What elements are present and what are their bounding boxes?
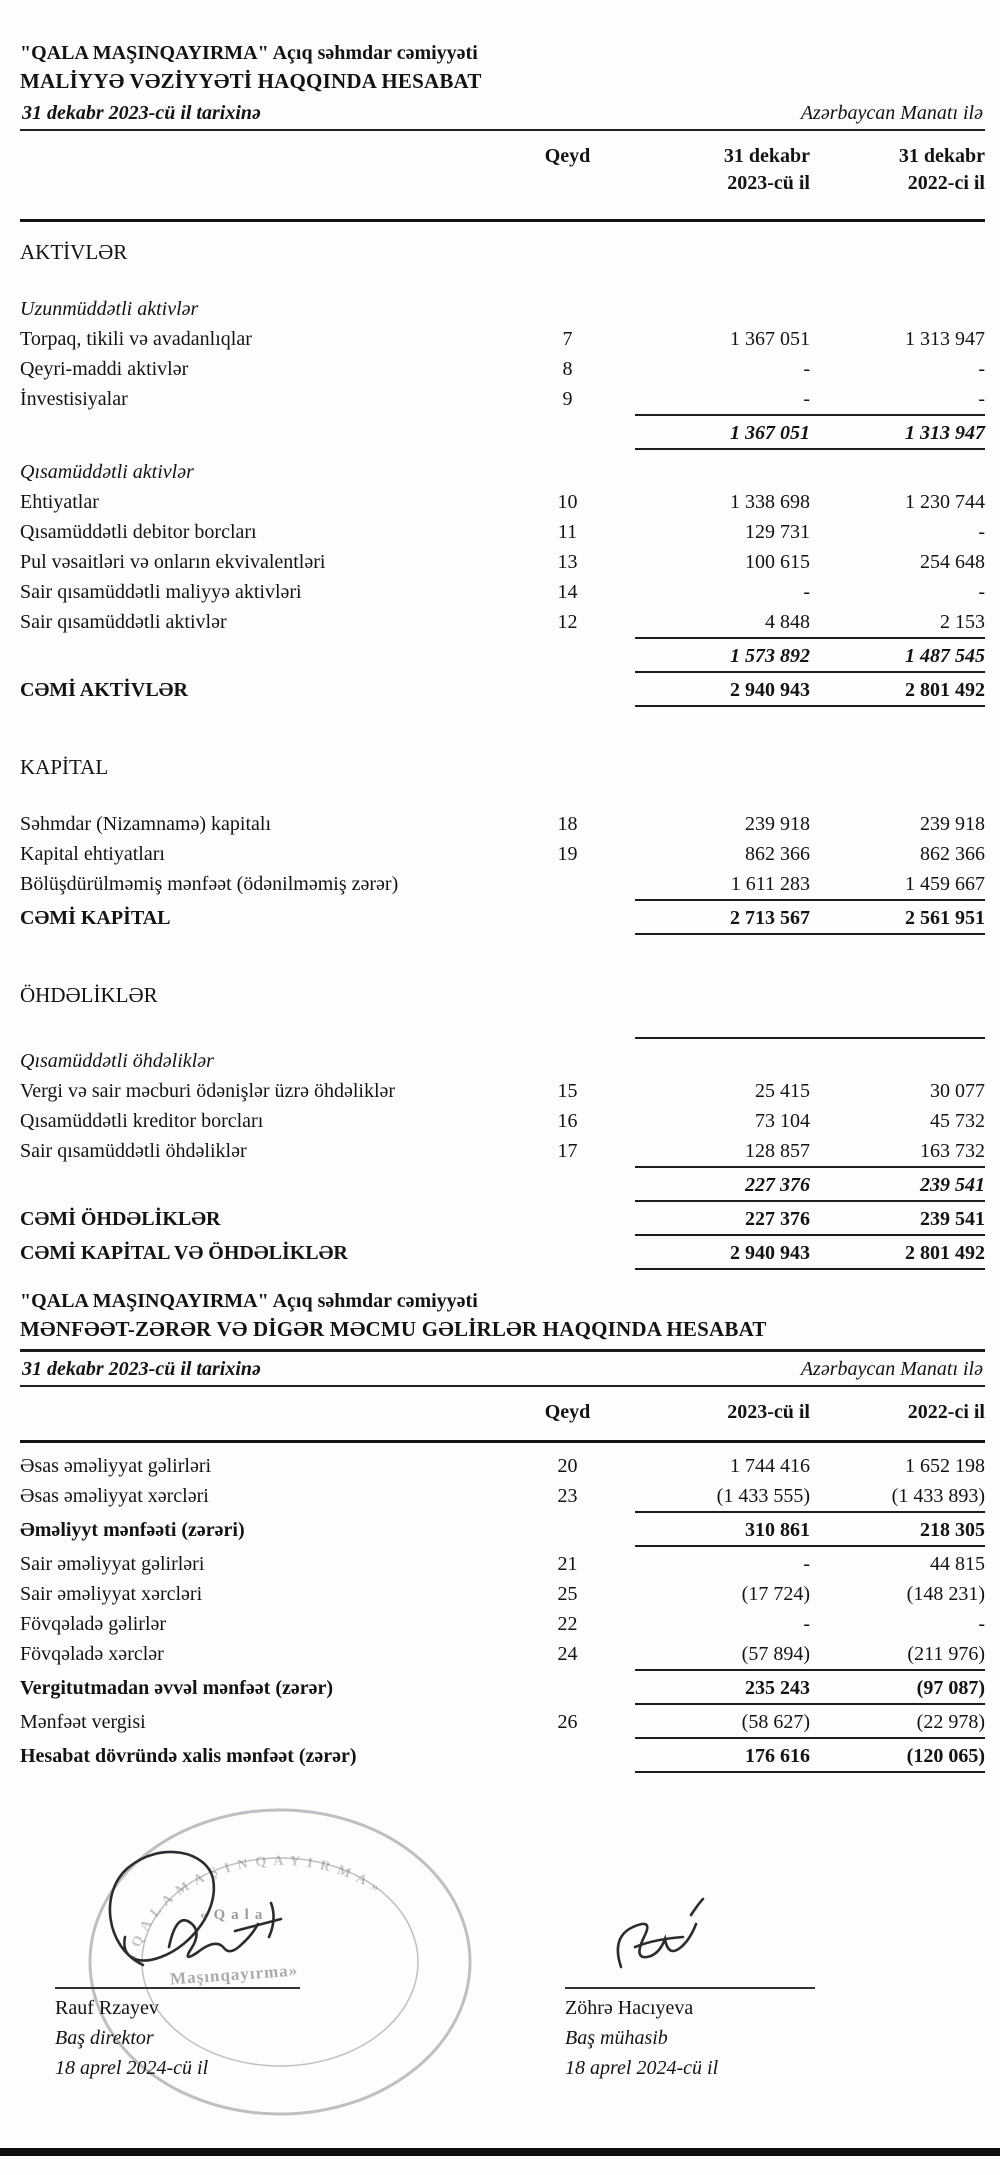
value-2022: (22 978) — [916, 1711, 985, 1733]
row-label: CƏMİ ÖHDƏLİKLƏR — [20, 1208, 221, 1230]
row-label: Əsas əməliyyat xərcləri — [20, 1485, 209, 1507]
row-label: Vergitutmadan əvvəl mənfəət (zərər) — [20, 1677, 334, 1699]
table-row — [20, 1136, 985, 1166]
value-2023: 862 366 — [745, 843, 810, 865]
value-2023: 1 367 051 — [730, 422, 810, 444]
note-ref: 23 — [557, 1485, 578, 1507]
row-label: Sair qısamüddətli aktivlər — [20, 611, 227, 633]
company-name: "QALA MAŞINQAYIRMA" Açıq səhmdar cəmiyyəti — [20, 1290, 478, 1312]
column-rule — [635, 1771, 985, 1775]
table-row — [20, 354, 985, 384]
income-statement-table — [20, 1451, 985, 1775]
note-ref: 22 — [557, 1613, 578, 1635]
column-rule — [635, 705, 985, 709]
row-label: İnvestisiyalar — [20, 388, 128, 410]
table-row — [20, 1549, 985, 1579]
value-2022: 1 230 744 — [905, 491, 985, 513]
row-label: Əməliyyt mənfəəti (zərəri) — [20, 1519, 245, 1541]
value-2022: - — [978, 521, 985, 543]
value-2023: 100 615 — [745, 551, 810, 573]
page-bottom-rule — [0, 2148, 1000, 2156]
value-2022: 239 541 — [920, 1208, 985, 1230]
signature-left — [55, 1847, 475, 2083]
company-name: "QALA MAŞINQAYIRMA" Açıq səhmdar cəmiyyəti — [20, 42, 478, 64]
section-header-row — [20, 979, 985, 1011]
signer-name: Rauf Rzayev — [55, 1997, 159, 2019]
value-2022: 163 732 — [920, 1140, 985, 1162]
row-label: CƏMİ KAPİTAL — [20, 907, 171, 929]
column-rule — [635, 1268, 985, 1272]
signature-date: 18 aprel 2024-cü il — [565, 2057, 719, 2079]
signer-name: Zöhrə Hacıyeva — [565, 1997, 694, 2019]
signature-right — [565, 1895, 895, 2083]
value-2023: 73 104 — [755, 1110, 810, 1132]
signature-area — [20, 1847, 985, 2083]
header-divider — [20, 219, 985, 222]
row-label: Sair qısamüddətli öhdəliklər — [20, 1140, 247, 1162]
column-header-2023: 31 dekabr 2023-cü il — [723, 145, 810, 194]
value-2023: 235 243 — [745, 1677, 810, 1699]
row-label: Fövqəladə gəlirlər — [20, 1613, 167, 1635]
row-label: Mənfəət vergisi — [20, 1711, 146, 1733]
date-currency-row — [20, 98, 985, 131]
statement-title: MƏNFƏƏT-ZƏRƏR VƏ DİGƏR MƏCMU GƏLİRLƏR HAQQINDA HESABAT — [20, 1314, 985, 1352]
table-row — [20, 577, 985, 607]
row-label: AKTİVLƏR — [20, 240, 128, 264]
column-header-2022: 31 dekabr 2022-ci il — [898, 145, 985, 194]
table-row — [20, 384, 985, 414]
value-2022: 1 313 947 — [905, 422, 985, 444]
value-2022: 1 313 947 — [905, 328, 985, 350]
value-2023: 4 848 — [765, 611, 810, 633]
table-row — [20, 675, 985, 705]
value-2023: (57 894) — [741, 1643, 810, 1665]
header-divider — [20, 1440, 985, 1443]
value-2023: 2 940 943 — [730, 679, 810, 701]
balance-sheet-table — [20, 236, 985, 1272]
table-row — [20, 1076, 985, 1106]
column-header-2022: 2022-ci il — [907, 1401, 985, 1423]
note-ref: 26 — [557, 1711, 578, 1733]
table-row — [20, 1741, 985, 1771]
note-ref: 14 — [557, 581, 578, 603]
value-2022: 2 801 492 — [905, 679, 985, 701]
column-header-note: Qeyd — [544, 145, 591, 167]
value-2023: (17 724) — [741, 1583, 810, 1605]
value-2022: 44 815 — [930, 1553, 985, 1575]
column-header-row — [20, 143, 985, 197]
row-label: Pul vəsaitləri və onların ekvivalentləri — [20, 551, 326, 573]
note-ref: 12 — [557, 611, 578, 633]
table-row — [20, 487, 985, 517]
value-2023: 2 713 567 — [730, 907, 810, 929]
value-2022: - — [978, 581, 985, 603]
income-statement-header — [20, 1288, 985, 1443]
row-label: Uzunmüddətli aktivlər — [20, 298, 199, 320]
signature-line — [565, 1987, 815, 1989]
value-2023: 1 367 051 — [730, 328, 810, 350]
value-2023: - — [803, 1613, 810, 1635]
statement-title: MALİYYƏ VƏZİYYƏTİ HAQQINDA HESABAT — [20, 69, 482, 93]
table-row — [20, 1639, 985, 1669]
row-label: Kapital ehtiyatları — [20, 843, 165, 865]
stamp-text-fragment: Maşınqayırma» — [169, 1960, 299, 1989]
table-row — [20, 1579, 985, 1609]
value-2023: 227 376 — [745, 1208, 810, 1230]
row-label: Ehtiyatlar — [20, 491, 99, 513]
value-2023: 227 376 — [745, 1174, 810, 1196]
balance-sheet-header — [20, 40, 985, 222]
value-2023: 310 861 — [745, 1519, 810, 1541]
signer-role: Baş mühasib — [565, 2027, 668, 2049]
value-2023: 25 415 — [755, 1080, 810, 1102]
column-header-row — [20, 1399, 985, 1426]
value-2022: - — [978, 1613, 985, 1635]
row-label: Torpaq, tikili və avadanlıqlar — [20, 328, 252, 350]
value-2023: - — [803, 388, 810, 410]
column-header-2023: 2023-cü il — [727, 1401, 810, 1423]
row-label: ÖHDƏLİKLƏR — [20, 983, 158, 1007]
value-2023: 129 731 — [745, 521, 810, 543]
signature-date: 18 aprel 2024-cü il — [55, 2057, 209, 2079]
note-ref: 11 — [557, 521, 578, 543]
row-label: Sair əməliyyat gəlirləri — [20, 1553, 205, 1575]
note-ref: 16 — [557, 1110, 578, 1132]
value-2022: (97 087) — [916, 1677, 985, 1699]
value-2022: 1 459 667 — [905, 873, 985, 895]
value-2022: 239 918 — [920, 813, 985, 835]
section-header-row — [20, 751, 985, 783]
row-label: CƏMİ KAPİTAL VƏ ÖHDƏLİKLƏR — [20, 1242, 348, 1264]
table-row — [20, 547, 985, 577]
note-ref: 10 — [557, 491, 578, 513]
table-row — [20, 1204, 985, 1234]
table-row — [20, 641, 985, 671]
value-2023: 1 611 283 — [730, 873, 810, 895]
column-rule — [635, 448, 985, 452]
date-currency-row — [20, 1354, 985, 1387]
section-header-row — [20, 236, 985, 268]
currency-note: Azərbaycan Manatı ilə — [800, 1358, 983, 1380]
value-2022: - — [978, 358, 985, 380]
table-row — [20, 839, 985, 869]
currency-note: Azərbaycan Manatı ilə — [800, 102, 983, 124]
value-2023: (58 627) — [741, 1711, 810, 1733]
value-2022: 45 732 — [930, 1110, 985, 1132]
value-2022: 254 648 — [920, 551, 985, 573]
value-2023: - — [803, 581, 810, 603]
table-row — [20, 1515, 985, 1545]
value-2023: 128 857 — [745, 1140, 810, 1162]
value-2022: 2 801 492 — [905, 1242, 985, 1264]
table-row — [20, 457, 985, 487]
table-row — [20, 903, 985, 933]
value-2022: 862 366 — [920, 843, 985, 865]
note-ref: 9 — [562, 388, 573, 410]
value-2023: - — [803, 358, 810, 380]
row-label: Fövqəladə xərclər — [20, 1643, 164, 1665]
value-2022: 1 487 545 — [905, 645, 985, 667]
row-label: Bölüşdürülməmiş mənfəət (ödənilməmiş zərər) — [20, 873, 399, 895]
stamp-arc-text: « Q A L A M A Ş I N Q A Y I R M A » — [125, 1853, 384, 1963]
row-label: Əsas əməliyyat gəlirləri — [20, 1455, 212, 1477]
note-ref: 19 — [557, 843, 578, 865]
table-row — [20, 1046, 985, 1076]
note-ref: 7 — [562, 328, 573, 350]
value-2022: (211 976) — [907, 1643, 985, 1665]
row-label: Vergi və sair məcburi ödənişlər üzrə öhdəliklər — [20, 1080, 396, 1102]
table-row — [20, 1170, 985, 1200]
note-ref: 24 — [557, 1643, 578, 1665]
row-label: Səhmdar (Nizamnamə) kapitalı — [20, 813, 272, 835]
note-ref: 25 — [557, 1583, 578, 1605]
note-ref: 20 — [557, 1455, 578, 1477]
table-row — [20, 1238, 985, 1268]
date-line: 31 dekabr 2023-cü il tarixinə — [22, 102, 261, 124]
row-label: CƏMİ AKTİVLƏR — [20, 679, 188, 701]
table-row — [20, 809, 985, 839]
column-header-note: Qeyd — [544, 1401, 591, 1423]
note-ref: 8 — [562, 358, 573, 380]
table-row — [20, 869, 985, 899]
accountant-signature-icon — [595, 1895, 775, 1987]
value-2023: 1 744 416 — [730, 1455, 810, 1477]
row-label: Sair əməliyyat xərcləri — [20, 1583, 203, 1605]
note-ref: 18 — [557, 813, 578, 835]
value-2022: (1 433 893) — [891, 1485, 985, 1507]
value-2023: 1 573 892 — [730, 645, 810, 667]
value-2022: 218 305 — [920, 1519, 985, 1541]
table-row — [20, 1609, 985, 1639]
row-label: Qeyri-maddi aktivlər — [20, 358, 189, 380]
table-row — [20, 1106, 985, 1136]
table-row — [20, 517, 985, 547]
column-rule — [635, 1037, 985, 1041]
column-rule — [635, 933, 985, 937]
table-row — [20, 1673, 985, 1703]
note-ref: 13 — [557, 551, 578, 573]
value-2022: 1 652 198 — [905, 1455, 985, 1477]
table-row — [20, 294, 985, 324]
table-row — [20, 324, 985, 354]
row-label: Qısamüddətli debitor borcları — [20, 521, 257, 543]
table-row — [20, 1451, 985, 1481]
value-2022: (148 231) — [906, 1583, 985, 1605]
value-2023: 1 338 698 — [730, 491, 810, 513]
value-2023: 2 940 943 — [730, 1242, 810, 1264]
stamp-text-fragment: «Qala — [200, 1907, 269, 1923]
signer-role: Baş direktor — [55, 2027, 154, 2049]
row-label: KAPİTAL — [20, 755, 109, 779]
value-2022: (120 065) — [906, 1745, 985, 1767]
row-label: Qısamüddətli aktivlər — [20, 461, 194, 483]
row-label: Qısamüddətli kreditor borcları — [20, 1110, 264, 1132]
date-line: 31 dekabr 2023-cü il tarixinə — [22, 1358, 261, 1380]
value-2022: 30 077 — [930, 1080, 985, 1102]
value-2023: 239 918 — [745, 813, 810, 835]
table-row — [20, 607, 985, 637]
table-row — [20, 1707, 985, 1737]
row-label: Sair qısamüddətli maliyyə aktivləri — [20, 581, 302, 603]
row-label: Qısamüddətli öhdəliklər — [20, 1050, 214, 1072]
value-2023: 176 616 — [745, 1745, 810, 1767]
value-2022: - — [978, 388, 985, 410]
value-2023: - — [803, 1553, 810, 1575]
row-label: Hesabat dövründə xalis mənfəət (zərər) — [20, 1745, 357, 1767]
value-2023: (1 433 555) — [716, 1485, 810, 1507]
note-ref: 17 — [557, 1140, 578, 1162]
table-row — [20, 1481, 985, 1511]
note-ref: 15 — [557, 1080, 578, 1102]
value-2022: 2 153 — [940, 611, 985, 633]
table-row — [20, 418, 985, 448]
value-2022: 2 561 951 — [905, 907, 985, 929]
note-ref: 21 — [557, 1553, 578, 1575]
value-2022: 239 541 — [920, 1174, 985, 1196]
